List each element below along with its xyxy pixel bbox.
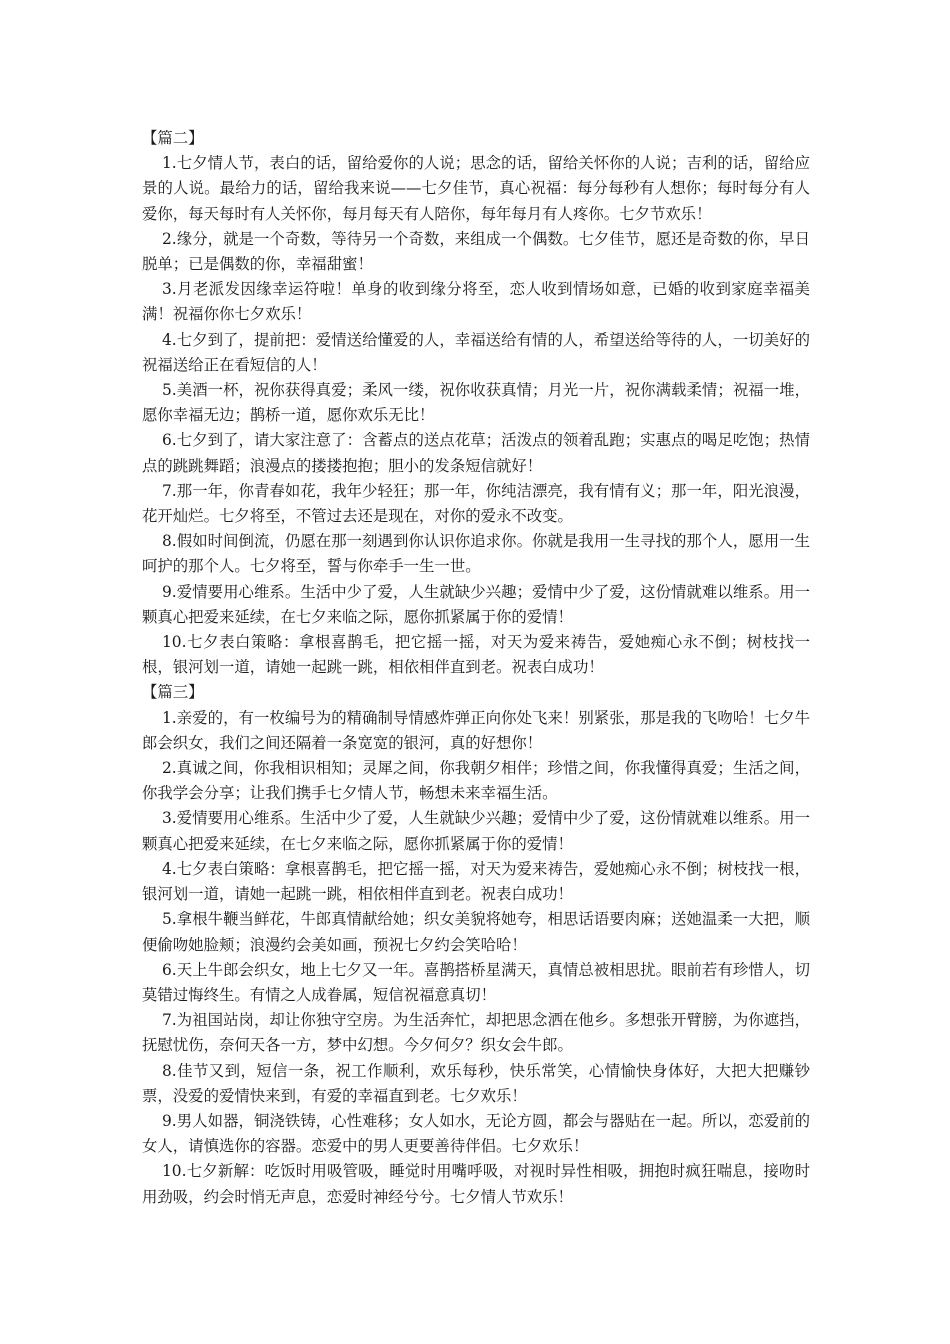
list-item: 8.佳节又到，短信一条，祝工作顺利，欢乐每秒，快乐常笑，心情愉快身体好，大把大把赚钞票，没爱的爱情快来到，有爱的幸福直到老。七夕欢乐！ bbox=[142, 1061, 810, 1105]
section-heading: 【篇三】 bbox=[142, 683, 204, 702]
section-heading: 【篇二】 bbox=[142, 129, 204, 147]
list-item: 4.七夕表白策略：拿根喜鹊毛，把它摇一摇，对天为爱来祷告，爱她痴心永不倒；树枝找一根，银河划一道，请她一起跳一跳，相依相伴直到老。祝表白成功！ bbox=[142, 859, 810, 904]
list-item: 8.假如时间倒流，仍愿在那一刻遇到你认识你追求你。你就是我用一生寻找的那个人，愿用一生呵护的那个人。七夕将至，誓与你牵手一生一世。 bbox=[142, 532, 810, 576]
list-item: 10.七夕表白策略：拿根喜鹊毛，把它摇一摇，对天为爱来祷告，爱她痴心永不倒；树枝找一根，银河划一道，请她一起跳一跳，相依相伴直到老。祝表白成功！ bbox=[142, 633, 810, 677]
list-item: 5.拿根牛鞭当鲜花，牛郎真情献给她；织女美貌将她夸，相思话语要肉麻；送她温柔一大把，顺便偷吻她脸颊；浪漫约会美如画，预祝七夕约会笑哈哈！ bbox=[142, 910, 810, 954]
list-item: 2.真诚之间，你我相识相知；灵犀之间，你我朝夕相伴；珍惜之间，你我懂得真爱；生活之间，你我学会分享；让我们携手七夕情人节，畅想未来幸福生活。 bbox=[142, 759, 810, 803]
list-item: 7.那一年，你青春如花，我年少轻狂；那一年，你纯洁漂亮，我有情有义；那一年，阳光浪漫，花开灿烂。七夕将至，不管过去还是现在，对你的爱永不改变。 bbox=[142, 481, 810, 526]
document-page bbox=[142, 126, 810, 1210]
list-item: 9.男人如器，铜浇铁铸，心性难移；女人如水，无论方圆，都会与器贴在一起。所以，恋爱前的女人，请慎选你的容器。恋爱中的男人更要善待伴侣。七夕欢乐！ bbox=[142, 1111, 810, 1156]
list-item: 5.美酒一杯，祝你获得真爱；柔风一缕，祝你收获真情；月光一片，祝你满载柔情；祝福一堆，愿你幸福无边；鹊桥一道，愿你欢乐无比！ bbox=[142, 381, 810, 425]
list-item: 7.为祖国站岗，却让你独守空房。为生活奔忙，却把思念洒在他乡。多想张开臂膀，为你遮挡，抚慰忧伤，奈何天各一方，梦中幻想。今夕何夕？织女会牛郎。 bbox=[142, 1011, 810, 1055]
list-item: 3.月老派发因缘幸运符啦！单身的收到缘分将至，恋人收到情场如意，已婚的收到家庭幸福美满！祝福你你七夕欢乐！ bbox=[142, 280, 810, 324]
section-2 bbox=[142, 126, 810, 680]
list-item: 1.亲爱的，有一枚编号为的精确制导情感炸弹正向你处飞来！别紧张，那是我的飞吻哈！七夕牛郎会织女，我们之间还隔着一条宽宽的银河，真的好想你！ bbox=[142, 708, 810, 752]
list-item: 9.爱情要用心维系。生活中少了爱，人生就缺少兴趣；爱情中少了爱，这份情就难以维系。用一颗真心把爱来延续，在七夕来临之际，愿你抓紧属于你的爱情！ bbox=[142, 582, 810, 626]
list-item: 6.天上牛郎会织女，地上七夕又一年。喜鹊搭桥星满天，真情总被相思扰。眼前若有珍惜人，切莫错过悔终生。有情之人成眷属，短信祝福意真切！ bbox=[142, 960, 810, 1004]
list-item: 10.七夕新解：吃饭时用吸管吸，睡觉时用嘴呼吸，对视时异性相吸，拥抱时疯狂喘息，接吻时用劲吸，约会时悄无声息，恋爱时神经兮兮。七夕情人节欢乐！ bbox=[142, 1162, 810, 1206]
section-3 bbox=[142, 680, 810, 1209]
list-item: 3.爱情要用心维系。生活中少了爱，人生就缺少兴趣；爱情中少了爱，这份情就难以维系。用一颗真心把爱来延续，在七夕来临之际，愿你抓紧属于你的爱情！ bbox=[142, 809, 810, 853]
list-item: 1.七夕情人节，表白的话，留给爱你的人说；思念的话，留给关怀你的人说；吉利的话，留给应景的人说。最给力的话，留给我来说——七夕佳节，真心祝福：每分每秒有人想你；每时每分有人爱你，每天每时有人关怀你，每月每天有人陪你，每年每月有人疼你。七夕节欢乐！ bbox=[142, 154, 810, 223]
list-item: 4.七夕到了，提前把：爱情送给懂爱的人，幸福送给有情的人，希望送给等待的人，一切美好的祝福送给正在看短信的人！ bbox=[142, 330, 810, 374]
list-item: 6.七夕到了，请大家注意了：含蓄点的送点花草；活泼点的领着乱跑；实惠点的喝足吃饱；热情点的跳跳舞蹈；浪漫点的搂搂抱抱；胆小的发条短信就好！ bbox=[142, 431, 810, 475]
list-item: 2.缘分，就是一个奇数，等待另一个奇数，来组成一个偶数。七夕佳节，愿还是奇数的你，早日脱单；已是偶数的你，幸福甜蜜！ bbox=[142, 229, 810, 274]
